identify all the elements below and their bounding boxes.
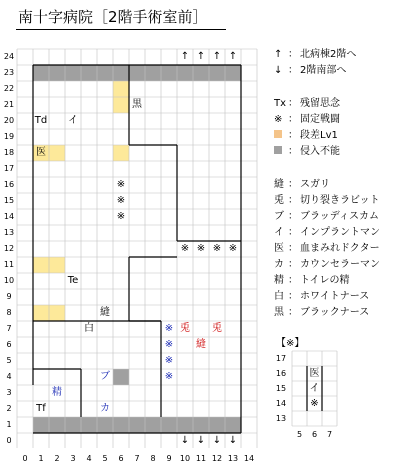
legend-text: インプラントマン bbox=[300, 227, 380, 238]
legend-monster-row bbox=[274, 274, 350, 288]
map-marker: Tf bbox=[36, 403, 46, 414]
map-marker: イ bbox=[68, 115, 78, 126]
wall-band-bottom bbox=[33, 417, 241, 433]
x-axis-label: 5 bbox=[102, 454, 108, 463]
y-axis-label: 13 bbox=[3, 228, 15, 237]
y-axis-label: 3 bbox=[6, 388, 12, 397]
legend-text: ブラックナース bbox=[300, 307, 370, 318]
x-axis-label: 10 bbox=[179, 454, 191, 463]
wall-band-top bbox=[33, 65, 241, 81]
legend-text: 段差Lv1 bbox=[300, 130, 338, 141]
map-marker: ※ bbox=[164, 355, 174, 366]
wall-cell bbox=[113, 369, 129, 385]
legend-text: カウンセラーマン bbox=[300, 259, 380, 270]
legend-key: ブ bbox=[274, 211, 284, 222]
legend-separator: ： bbox=[288, 195, 298, 206]
y-axis-label: 9 bbox=[6, 292, 12, 301]
y-axis-label: 15 bbox=[3, 196, 15, 205]
legend-monster-row bbox=[274, 226, 380, 240]
up-arrow-icon: ↑ bbox=[228, 51, 238, 62]
x-axis-label: 9 bbox=[166, 454, 172, 463]
map-marker: カ bbox=[100, 403, 110, 414]
x-axis-label: 4 bbox=[86, 454, 92, 463]
map-marker: ※ bbox=[180, 243, 190, 254]
legend-text: 固定戦闘 bbox=[300, 114, 340, 125]
legend-arrow-row bbox=[274, 64, 346, 78]
legend-text: 切り裂きラビット bbox=[300, 195, 380, 206]
legend-symbol-row bbox=[274, 145, 340, 159]
x-axis-label: 2 bbox=[54, 454, 60, 463]
legend-text: 北病棟2階へ bbox=[300, 49, 357, 60]
map-marker: Te bbox=[67, 275, 79, 286]
y-axis-label: 11 bbox=[3, 260, 15, 269]
legend-monster-row bbox=[274, 306, 369, 320]
y-axis-label: 5 bbox=[6, 356, 12, 365]
map-marker: ※ bbox=[116, 179, 126, 190]
legend-separator: ： bbox=[288, 49, 298, 60]
x-axis-label: 11 bbox=[195, 454, 207, 463]
inset-y-label: 16 bbox=[275, 369, 287, 378]
legend-key: ※ bbox=[274, 114, 283, 125]
map-marker: 兎 bbox=[180, 323, 190, 334]
legend-key: 精 bbox=[274, 275, 284, 286]
inset-marker: 医 bbox=[309, 368, 320, 379]
y-axis-label: 1 bbox=[6, 420, 12, 429]
down-arrow-icon: ↓ bbox=[180, 435, 190, 446]
y-axis-label: 4 bbox=[6, 372, 12, 381]
legend-monster-row bbox=[274, 242, 380, 256]
y-axis-label: 7 bbox=[6, 324, 12, 333]
inset-y-label: 13 bbox=[275, 414, 287, 423]
inset-marker: ※ bbox=[310, 398, 319, 409]
map-marker: ※ bbox=[164, 339, 174, 350]
map-marker: 縫 bbox=[196, 339, 206, 350]
step-cell bbox=[113, 145, 129, 161]
map-marker: ※ bbox=[212, 243, 222, 254]
legend-text: トイレの精 bbox=[300, 275, 350, 286]
map-title: 南十字病院［2階手術室前］ bbox=[18, 8, 208, 26]
legend-key: Tx bbox=[274, 98, 287, 109]
x-axis-label: 13 bbox=[227, 454, 239, 463]
y-axis-label: 16 bbox=[3, 180, 15, 189]
x-axis-label: 8 bbox=[150, 454, 156, 463]
legend-swatch bbox=[274, 129, 288, 143]
map-marker: 精 bbox=[52, 387, 62, 398]
y-axis-label: 24 bbox=[3, 52, 15, 61]
legend-separator: ： bbox=[288, 98, 298, 109]
y-axis-label: 0 bbox=[6, 436, 12, 445]
legend-separator: ： bbox=[288, 146, 298, 157]
map-marker: ※ bbox=[164, 323, 174, 334]
map-marker: ※ bbox=[116, 211, 126, 222]
inset-y-label: 14 bbox=[275, 399, 287, 408]
inset-x-label: 5 bbox=[296, 430, 303, 439]
legend-separator: ： bbox=[288, 275, 298, 286]
legend-separator: ： bbox=[288, 259, 298, 270]
step-cell bbox=[49, 257, 65, 273]
legend-key: 兎 bbox=[274, 195, 284, 206]
x-axis-label: 1 bbox=[38, 454, 44, 463]
map-marker: ※ bbox=[164, 371, 174, 382]
legend-symbol-row bbox=[274, 97, 340, 111]
y-axis-label: 23 bbox=[3, 68, 15, 77]
y-axis-label: 20 bbox=[3, 116, 15, 125]
legend-separator: ： bbox=[288, 179, 298, 190]
y-axis-label: 2 bbox=[6, 404, 12, 413]
y-axis-label: 6 bbox=[6, 340, 12, 349]
down-arrow-icon: ↓ bbox=[196, 435, 206, 446]
legend-symbol-row bbox=[274, 129, 338, 143]
up-arrow-icon: ↑ bbox=[212, 51, 222, 62]
legend-monster-row bbox=[274, 210, 379, 224]
legend-key: ↑ bbox=[274, 49, 283, 60]
legend-separator: ： bbox=[288, 227, 298, 238]
y-axis-label: 14 bbox=[3, 212, 15, 221]
x-axis-label: 3 bbox=[70, 454, 76, 463]
legend-text: ブラッディスカム bbox=[300, 211, 379, 222]
legend-separator: ： bbox=[288, 307, 298, 318]
inset-title: 【※】 bbox=[276, 338, 305, 349]
y-axis-label: 10 bbox=[3, 276, 15, 285]
legend-key: カ bbox=[274, 259, 284, 270]
legend-text: 血まみれドクター bbox=[300, 243, 380, 254]
legend-separator: ： bbox=[288, 65, 298, 76]
x-axis-label: 12 bbox=[211, 454, 223, 463]
legend-separator: ： bbox=[288, 130, 298, 141]
map-marker: ブ bbox=[100, 371, 110, 382]
map-marker: ※ bbox=[116, 195, 126, 206]
down-arrow-icon: ↓ bbox=[212, 435, 222, 446]
legend-monster-row bbox=[274, 178, 330, 192]
legend-key: 黒 bbox=[274, 307, 284, 318]
legend-separator: ： bbox=[288, 114, 298, 125]
y-axis-label: 22 bbox=[3, 84, 15, 93]
map-marker: 兎 bbox=[212, 323, 222, 334]
step-cell bbox=[49, 145, 65, 161]
step-cell bbox=[113, 81, 129, 97]
map-marker: 医 bbox=[36, 147, 46, 158]
inset-y-label: 15 bbox=[275, 384, 287, 393]
map-marker: Td bbox=[34, 115, 48, 126]
legend-text: 侵入不能 bbox=[300, 146, 340, 157]
legend-monster-row bbox=[274, 194, 380, 208]
legend-swatch bbox=[274, 145, 288, 159]
inset-x-label: 6 bbox=[311, 430, 318, 439]
legend-key: 医 bbox=[274, 243, 284, 254]
legend-monster-row bbox=[274, 290, 369, 304]
step-swatch-icon bbox=[274, 130, 282, 138]
inset-x-label: 7 bbox=[326, 430, 333, 439]
legend-text: スガリ bbox=[300, 179, 330, 190]
legend-separator: ： bbox=[288, 243, 298, 254]
wall-swatch-icon bbox=[274, 146, 282, 154]
up-arrow-icon: ↑ bbox=[180, 51, 190, 62]
step-cell bbox=[113, 97, 129, 113]
legend-key: イ bbox=[274, 227, 284, 238]
y-axis-label: 12 bbox=[3, 244, 15, 253]
legend-symbol-row bbox=[274, 113, 340, 127]
x-axis-label: 6 bbox=[118, 454, 124, 463]
title-underline bbox=[16, 29, 226, 30]
step-cell bbox=[33, 305, 49, 321]
y-axis-label: 17 bbox=[3, 164, 15, 173]
map-marker: 縫 bbox=[100, 307, 110, 318]
legend-key: 白 bbox=[274, 291, 284, 302]
map-marker: 黒 bbox=[132, 99, 142, 110]
y-axis-label: 19 bbox=[3, 132, 15, 141]
up-arrow-icon: ↑ bbox=[196, 51, 206, 62]
legend-text: 2階南部へ bbox=[300, 65, 347, 76]
y-axis-label: 18 bbox=[3, 148, 15, 157]
down-arrow-icon: ↓ bbox=[228, 435, 238, 446]
legend-text: ホワイトナース bbox=[300, 291, 370, 302]
x-axis-label: 0 bbox=[22, 454, 28, 463]
y-axis-label: 21 bbox=[3, 100, 15, 109]
inset-y-label: 17 bbox=[275, 354, 287, 363]
legend-text: 残留思念 bbox=[300, 98, 340, 109]
x-axis-label: 14 bbox=[243, 454, 255, 463]
step-cell bbox=[33, 257, 49, 273]
y-axis-label: 8 bbox=[6, 308, 12, 317]
legend-separator: ： bbox=[288, 291, 298, 302]
x-axis-label: 7 bbox=[134, 454, 140, 463]
inset-marker: イ bbox=[309, 383, 320, 394]
legend-key: ↓ bbox=[274, 65, 283, 76]
map-marker: ※ bbox=[196, 243, 206, 254]
legend-separator: ： bbox=[288, 211, 298, 222]
legend-key: 縫 bbox=[274, 179, 284, 190]
map-marker: 白 bbox=[84, 323, 94, 334]
legend-arrow-row bbox=[274, 48, 356, 62]
step-cell bbox=[49, 305, 65, 321]
map-marker: ※ bbox=[228, 243, 238, 254]
legend-monster-row bbox=[274, 258, 380, 272]
